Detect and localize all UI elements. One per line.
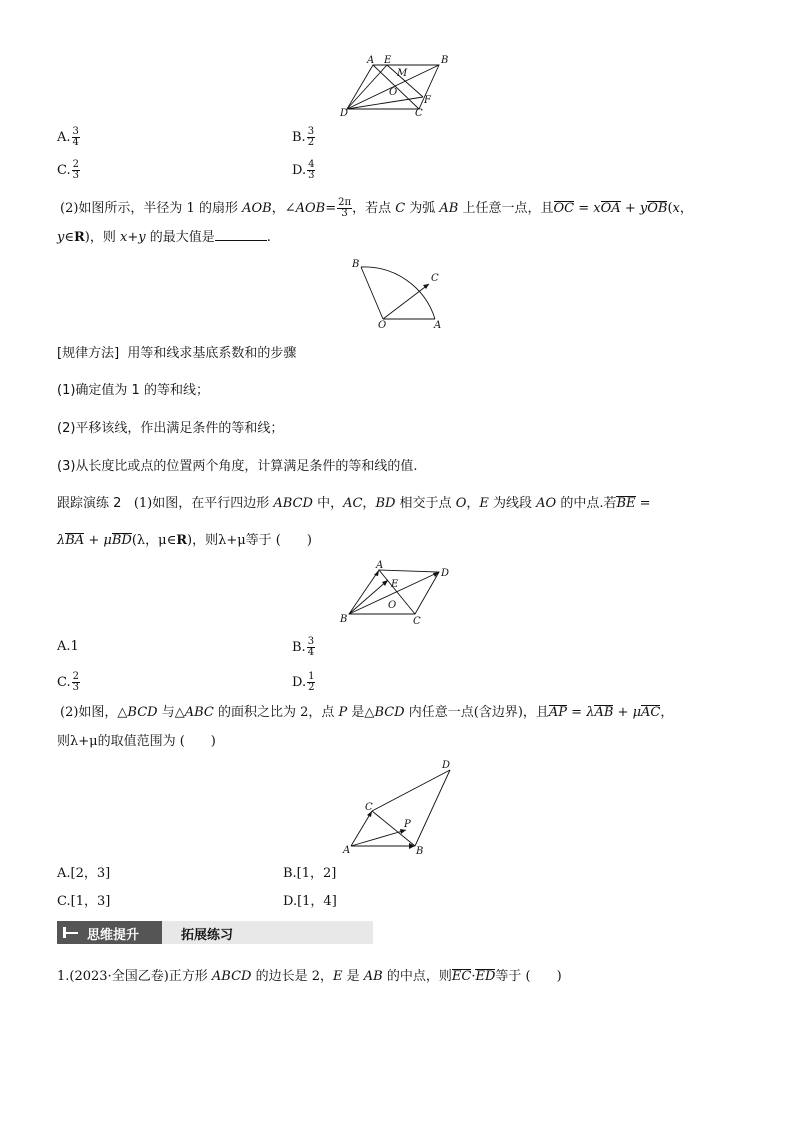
segment-de [347, 65, 387, 109]
figure-triangles-abcd-p [340, 758, 460, 858]
practice2-line-2: 则λ+μ的取值范围为 ( ) [57, 734, 216, 749]
arrowhead-bd [433, 572, 439, 577]
fraction: $\frac{4}{3}$ [308, 159, 315, 181]
fig3-label-d: D [441, 568, 450, 579]
q2-line-2: y∈R)，则 x+y 的最大值是 . [57, 230, 271, 245]
vector-ac: AC [641, 705, 661, 720]
fig1-label-a: A [367, 55, 375, 66]
vector-oa: OA [600, 201, 621, 216]
p2-option-c[interactable]: C.[1，3] [57, 894, 111, 909]
fig1-label-c: C [415, 108, 423, 118]
vector-ec: EC [451, 969, 472, 984]
vector-ba: BA [65, 533, 85, 548]
fig3-label-a: A [376, 560, 384, 571]
fig1-label-d: D [340, 108, 349, 118]
fig1-label-m: M [397, 68, 408, 79]
vector-ab: AB [594, 705, 614, 720]
vector-ed: ED [475, 969, 496, 984]
fig3-label-b: B [340, 614, 348, 625]
practice2-line-1: (2)如图，△BCD 与△ABC 的面积之比为 2，点 P 是△BCD 内任意一点(含边界)，且AP = λAB + μAC， [60, 705, 674, 720]
banner-right-label: 拓展练习 [181, 928, 234, 943]
segment-bd [415, 770, 450, 846]
q1-option-d[interactable]: D. $\frac{4}{3}$ [292, 159, 315, 181]
p1-option-b[interactable]: B. $\frac{3}{4}$ [292, 636, 315, 658]
fraction: $\frac{1}{2}$ [308, 671, 315, 693]
vector-be: BE [616, 496, 636, 511]
fig2-label-b: B [352, 259, 360, 270]
figure-parallelogram-emof [335, 52, 460, 118]
fraction: $\frac{2}{3}$ [72, 671, 79, 693]
fig2-label-o: O [378, 320, 387, 331]
fig4-label-b: B [416, 846, 424, 857]
method-step-2: (2)平移该线，作出满足条件的等和线； [57, 421, 284, 436]
fig4-label-d: D [442, 760, 451, 771]
fig1-label-e: E [384, 55, 392, 66]
fig3-label-e: E [391, 579, 399, 590]
vector-ap: AP [548, 705, 568, 720]
exercise-1: 1.(2023·全国乙卷)正方形 ABCD 的边长是 2，E 是 AB 的中点，则EC·ED等于 ( ) [57, 969, 562, 984]
banner-line-icon [66, 932, 78, 934]
banner-left-block [57, 921, 162, 944]
answer-blank[interactable] [215, 228, 267, 241]
method-step-3: (3)从长度比或点的位置两个角度，计算满足条件的等和线的值. [57, 459, 418, 474]
p2-option-b[interactable]: B.[1，2] [283, 866, 337, 881]
fraction: $\frac{3}{4}$ [72, 126, 79, 148]
fraction: $\frac{2\pi}{3}$ [338, 197, 352, 219]
practice-line-1: 跟踪演练 2 (1)如图，在平行四边形 ABCD 中，AC，BD 相交于点 O，E 为线段 AO 的中点.若BE = [57, 496, 651, 511]
q1-option-b[interactable]: B. $\frac{3}{2}$ [292, 126, 315, 148]
vector-oc: OC [553, 201, 575, 216]
fig3-label-o: O [388, 600, 397, 611]
fig1-label-b: B [441, 55, 449, 66]
figure-parallelogram-abcd-eo [335, 556, 460, 628]
fig3-label-c: C [413, 616, 421, 627]
banner-left-label: 思维提升 [87, 928, 140, 943]
method-step-1: (1)确定值为 1 的等和线； [57, 383, 209, 398]
segment-cd [372, 770, 450, 811]
q1-option-c[interactable]: C. $\frac{2}{3}$ [57, 159, 79, 181]
q2-line-1: (2)如图所示，半径为 1 的扇形 AOB，∠AOB= $\frac{2\pi}{3}$ ，若点 C 为弧 AB 上任意一点，且OC = xOA + yOB(x， [60, 197, 693, 219]
radius-ob [361, 267, 383, 319]
segment-df [347, 97, 423, 109]
fig1-label-o: O [389, 87, 398, 98]
vector-ob: OB [647, 201, 668, 216]
figure-sector-aob [345, 254, 450, 332]
fig2-label-c: C [431, 273, 439, 284]
p1-option-d[interactable]: D. $\frac{1}{2}$ [292, 671, 315, 693]
q1-option-a[interactable]: A. $\frac{3}{4}$ [57, 126, 79, 148]
vector-oc-line [383, 284, 429, 319]
p2-option-a[interactable]: A.[2，3] [57, 866, 111, 881]
fraction: $\frac{3}{2}$ [307, 126, 315, 148]
fig1-label-f: F [424, 95, 431, 106]
arrowhead-be [382, 580, 388, 586]
fig4-label-a: A [343, 845, 351, 856]
p1-option-a[interactable]: A.1 [57, 639, 79, 654]
section-banner [57, 921, 373, 944]
practice-line-2: λBA + μBD(λ，μ∈R)，则λ+μ等于 ( ) [57, 533, 312, 548]
fig4-label-c: C [365, 802, 373, 813]
method-heading: [规律方法] 用等和线求基底系数和的步骤 [57, 346, 297, 361]
p1-option-c[interactable]: C. $\frac{2}{3}$ [57, 671, 79, 693]
p2-option-d[interactable]: D.[1，4] [283, 894, 337, 909]
vector-bd: BD [111, 533, 132, 548]
fig4-label-p: P [404, 819, 411, 830]
fraction: $\frac{2}{3}$ [72, 159, 79, 181]
fig2-label-a: A [434, 320, 442, 331]
fraction: $\frac{3}{4}$ [307, 636, 315, 658]
